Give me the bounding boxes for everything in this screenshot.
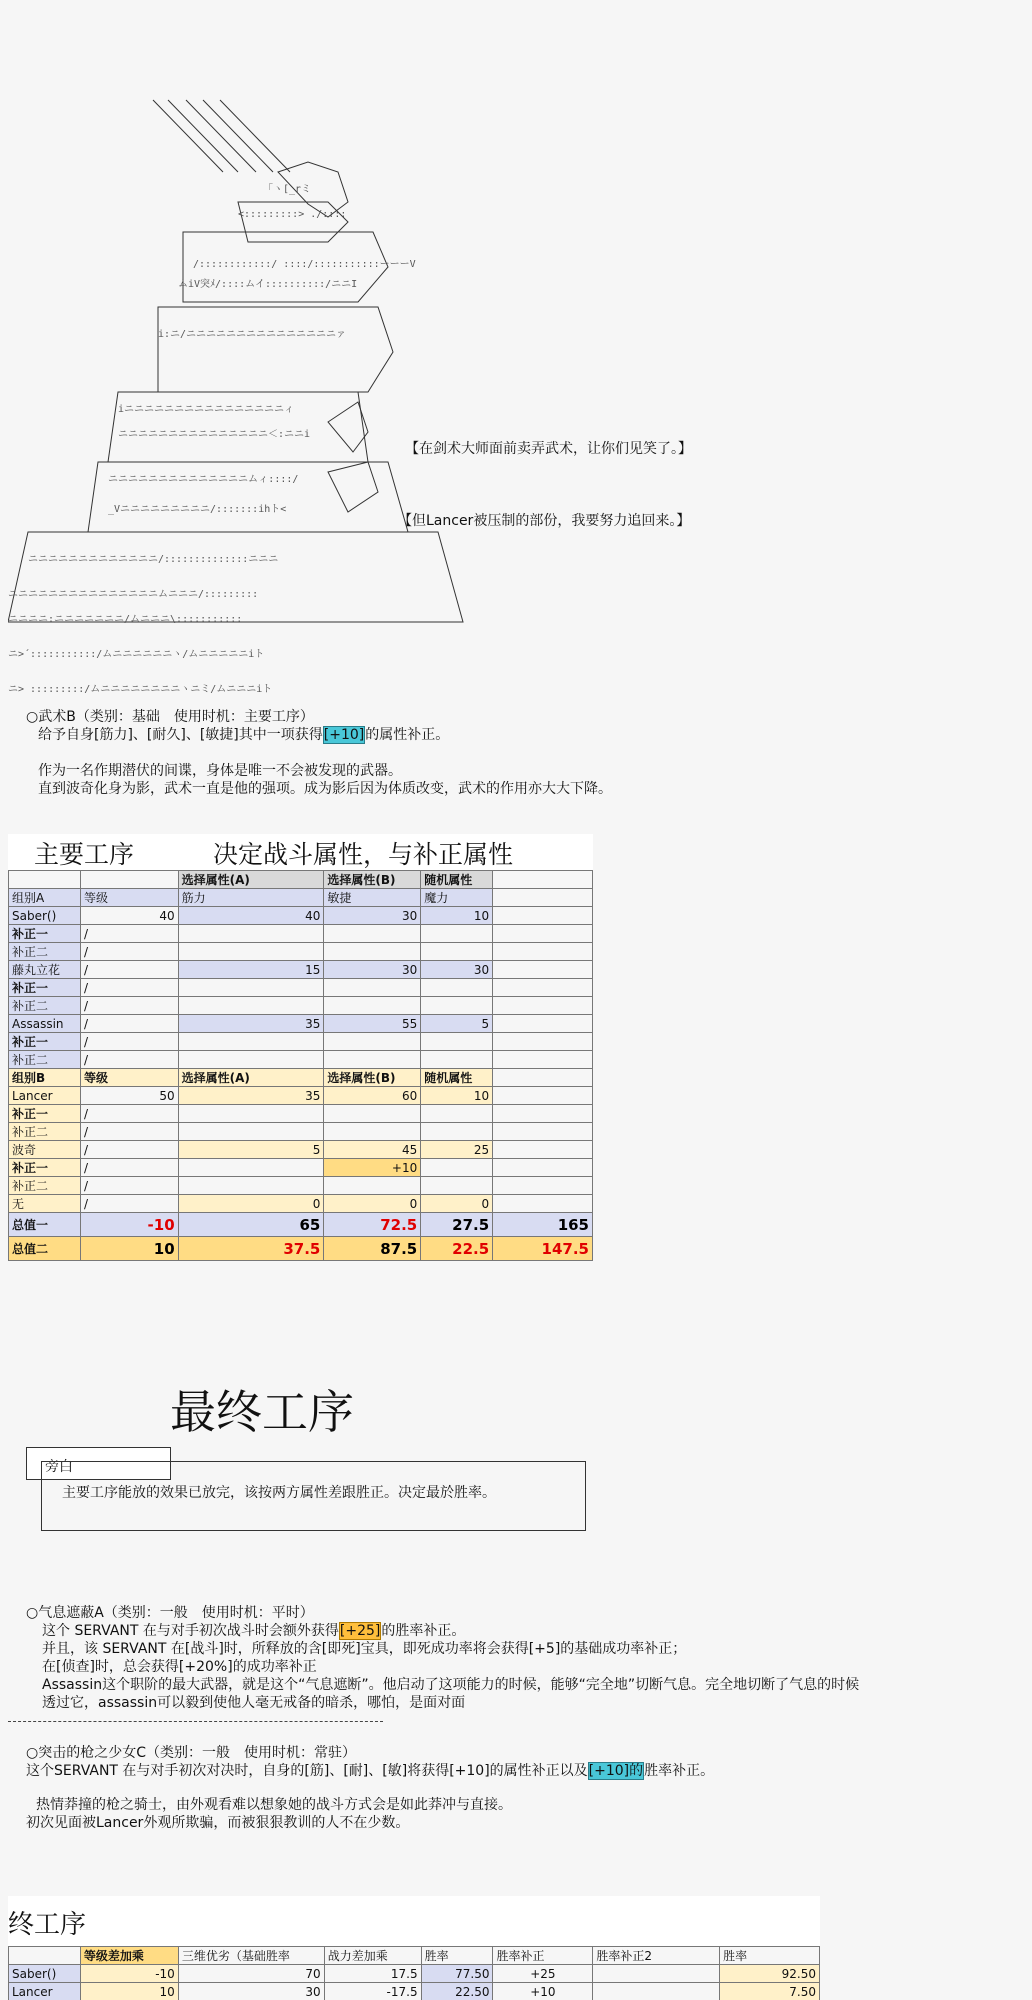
table-row — [9, 961, 593, 979]
svg-text:ムiV突ﾒ/::::ムイ::::::::::/ニニI: ムiV突ﾒ/::::ムイ::::::::::/ニニI — [178, 279, 358, 290]
table-cell: 30 — [324, 907, 421, 925]
column-header: 选择属性(A) — [178, 871, 324, 889]
final-process-table — [8, 1946, 820, 2000]
table-cell — [178, 1159, 324, 1177]
empty-cell — [493, 1051, 593, 1069]
table-cell: 补正二 — [9, 1051, 81, 1069]
table-row — [9, 1159, 593, 1177]
table-cell: 5 — [421, 1015, 493, 1033]
table-cell — [324, 1051, 421, 1069]
table-cell: / — [80, 925, 178, 943]
table-cell — [178, 979, 324, 997]
speech-line-2: 【但Lancer被压制的部份，我要努力追回来。】 — [398, 513, 691, 529]
total-cell: 27.5 — [421, 1213, 493, 1237]
table2-title: 终工序 — [8, 1910, 87, 1940]
table-cell — [421, 997, 493, 1015]
bonus-highlight-10: [+10]的 — [588, 1763, 644, 1779]
table-row — [9, 871, 593, 889]
table-row — [9, 1069, 593, 1087]
total-cell: 165 — [493, 1213, 593, 1237]
table-cell: 补正一 — [9, 925, 81, 943]
table-cell: 波奇 — [9, 1141, 81, 1159]
table-cell — [421, 1159, 493, 1177]
column-header: 敏捷 — [324, 889, 421, 907]
table-cell: 45 — [324, 1141, 421, 1159]
empty-cell — [493, 925, 593, 943]
table-row — [9, 1123, 593, 1141]
narration-box — [26, 1447, 586, 1537]
skill2-title: ○气息遮蔽A（类别：一般 使用时机：平时） — [26, 1605, 314, 1621]
skill2-description-1: Assassin这个职阶的最大武器，就是这个“气息遮断”。他启动了这项能力的时候，能够“完全地”切断气息。完全地切断了气息的时候 — [42, 1677, 860, 1693]
table-cell — [324, 979, 421, 997]
table-cell — [324, 943, 421, 961]
table-cell: 10 — [421, 907, 493, 925]
table-cell: / — [80, 979, 178, 997]
svg-text:/::::::::::::/ ::::/::::::::::: /::::::::::::/ ::::/:::::::::::ーーーV — [193, 259, 416, 270]
column-header: 胜率补正 — [493, 1947, 593, 1965]
table-cell: / — [80, 1105, 178, 1123]
table-cell — [178, 1177, 324, 1195]
table-cell: / — [80, 1195, 178, 1213]
table-cell: 60 — [324, 1087, 421, 1105]
table-row — [9, 889, 593, 907]
svg-text:ニ>´:::::::::::/ムニニニニニニヽ/ムニニニニニ: ニ>´:::::::::::/ムニニニニニニヽ/ムニニニニニiト — [8, 649, 265, 660]
total-cell: 72.5 — [324, 1213, 421, 1237]
table-cell: / — [80, 1123, 178, 1141]
table-cell — [178, 925, 324, 943]
ascii-art-drawing — [8, 92, 478, 712]
table-cell: 35 — [178, 1015, 324, 1033]
table-cell: 30 — [421, 961, 493, 979]
table-cell: 40 — [178, 907, 324, 925]
table-row — [9, 1195, 593, 1213]
skill2-effect-suffix: 的胜率补正。 — [381, 1623, 466, 1639]
total-cell: 22.5 — [421, 1237, 493, 1261]
narration-frame — [41, 1461, 586, 1531]
table-cell — [421, 1051, 493, 1069]
table1-title-left: 主要工序 — [34, 840, 135, 869]
empty-cell — [493, 1087, 593, 1105]
column-header: 三维优劣（基础胜率 — [178, 1947, 324, 1965]
table2-title-bar — [8, 1896, 820, 1946]
narration-text: 主要工序能放的效果已放完，该按两方属性差跟胜正。决定最於胜率。 — [62, 1485, 496, 1501]
table-cell — [324, 925, 421, 943]
skill2-description-2: 透过它，assassin可以毅到使他人毫无戒备的暗杀，哪怕，是面对面 — [42, 1695, 466, 1711]
table-cell — [421, 979, 493, 997]
table-cell — [178, 1051, 324, 1069]
table-cell — [421, 1123, 493, 1141]
table-cell: 0 — [421, 1195, 493, 1213]
table-cell: 30 — [324, 961, 421, 979]
table-cell: -10 — [80, 1965, 178, 1983]
table-cell: 7.50 — [720, 1983, 820, 2000]
table-cell — [324, 997, 421, 1015]
svg-text:ニ> :::::::::/ムニニニニニニニニヽニミ/ムニニニ: ニ> :::::::::/ムニニニニニニニニヽニミ/ムニニニiト — [8, 684, 273, 695]
narrator-label: 旁白 — [45, 1459, 73, 1475]
column-header: 筋力 — [178, 889, 324, 907]
empty-cell — [80, 871, 178, 889]
table-cell: 补正二 — [9, 1177, 81, 1195]
table-cell: / — [80, 961, 178, 979]
svg-text:「ヽ[_rミ: 「ヽ[_rミ — [263, 184, 312, 195]
skill-effect-suffix: 的属性补正。 — [365, 727, 450, 743]
empty-cell — [493, 1033, 593, 1051]
table-cell — [324, 1105, 421, 1123]
total-cell: 65 — [178, 1213, 324, 1237]
empty-cell — [493, 1159, 593, 1177]
table-row — [9, 1015, 593, 1033]
svg-text:ニニニニニニニニニニニニニニニムニニニ/:::::::::: ニニニニニニニニニニニニニニニムニニニ/::::::::: — [8, 589, 259, 600]
table-cell: 补正一 — [9, 1159, 81, 1177]
skill2-effect-1 — [26, 1622, 859, 1640]
table-cell: Assassin — [9, 1015, 81, 1033]
svg-text:<:::::::::> ./::::: <:::::::::> ./:::: — [238, 209, 347, 220]
table-cell: / — [80, 1141, 178, 1159]
skill3-title: ○突击的枪之少女C（类别：一般 使用时机：常驻） — [26, 1745, 356, 1761]
empty-cell — [493, 889, 593, 907]
table-cell: Lancer — [9, 1087, 81, 1105]
table-cell: 补正一 — [9, 1105, 81, 1123]
table-cell — [421, 925, 493, 943]
table-row — [9, 1087, 593, 1105]
table-cell: 无 — [9, 1195, 81, 1213]
table-cell — [593, 1965, 720, 1983]
table-cell: +10 — [493, 1983, 593, 2000]
skill2-effect-3: 在[侦查]时，总会获得[+20%]的成功率补正 — [42, 1659, 317, 1675]
table-cell: 补正二 — [9, 943, 81, 961]
table-cell: 补正二 — [9, 997, 81, 1015]
table-cell: 藤丸立花 — [9, 961, 81, 979]
empty-cell — [493, 1195, 593, 1213]
table-row — [9, 1105, 593, 1123]
skill3-effect-text: 这个SERVANT 在与对手初次对决时，自身的[筋]、[耐]、[敏]将获得[+10]的属性补正以及 — [26, 1763, 588, 1779]
table-cell: / — [80, 997, 178, 1015]
empty-cell — [493, 1177, 593, 1195]
skill-martial-arts — [26, 708, 612, 798]
column-header: 随机属性 — [421, 1069, 493, 1087]
column-header: 组别B — [9, 1069, 81, 1087]
skill-description-1: 作为一名作期潜伏的间谍，身体是唯一不会被发现的武器。 — [38, 763, 402, 779]
table-cell — [324, 1123, 421, 1141]
empty-cell — [493, 1015, 593, 1033]
table-cell: 40 — [80, 907, 178, 925]
total-cell: 37.5 — [178, 1237, 324, 1261]
table1-title-bar — [8, 834, 593, 870]
table-row — [9, 997, 593, 1015]
table-cell: -17.5 — [324, 1983, 421, 2000]
skill2-effect-text: 这个 SERVANT 在与对手初次战斗时会额外获得 — [42, 1623, 339, 1639]
skill3-effect-suffix: 胜率补正。 — [644, 1763, 715, 1779]
table-cell: +25 — [493, 1965, 593, 1983]
svg-text:ニニニニニニニニニニニニニ/::::::::::::::ニニ: ニニニニニニニニニニニニニ/::::::::::::::ニニニ — [28, 554, 279, 565]
table-cell: 10 — [421, 1087, 493, 1105]
empty-cell — [493, 1105, 593, 1123]
table-cell: / — [80, 943, 178, 961]
table-cell: / — [80, 1177, 178, 1195]
table-cell: / — [80, 1015, 178, 1033]
table-cell: 补正二 — [9, 1123, 81, 1141]
table-cell: 55 — [324, 1015, 421, 1033]
skill3-description-1: 热情莽撞的枪之骑士，由外观看难以想象她的战斗方式会是如此莽冲与直接。 — [36, 1797, 512, 1813]
svg-text:iニニニニニニニニニニニニニニニニィ: iニニニニニニニニニニニニニニニニィ — [118, 404, 295, 415]
table-cell: 92.50 — [720, 1965, 820, 1983]
column-header: 战力差加乘 — [324, 1947, 421, 1965]
empty-cell — [493, 979, 593, 997]
table-cell: 补正一 — [9, 1033, 81, 1051]
table-cell: 10 — [80, 1983, 178, 2000]
table-cell: 50 — [80, 1087, 178, 1105]
table-cell: +10 — [324, 1159, 421, 1177]
table-cell: Saber() — [9, 1965, 81, 1983]
table-cell — [178, 1105, 324, 1123]
svg-text:ニニニニ:ニニニニニニニ/ムニニニ\:::::::::::: ニニニニ:ニニニニニニニ/ムニニニ\::::::::::: — [8, 614, 243, 625]
column-header: 胜率补正2 — [593, 1947, 720, 1965]
column-header: 选择属性(B) — [324, 871, 421, 889]
empty-cell — [493, 871, 593, 889]
svg-text:i:ニ/ニニニニニニニニニニニニニニニァ: i:ニ/ニニニニニニニニニニニニニニニァ — [158, 329, 346, 340]
column-header: 等级差加乘 — [80, 1947, 178, 1965]
table-row — [9, 1965, 820, 1983]
table-row — [9, 979, 593, 997]
table-cell: 35 — [178, 1087, 324, 1105]
table-cell: / — [80, 1051, 178, 1069]
table-cell: 0 — [324, 1195, 421, 1213]
table-cell: Lancer — [9, 1983, 81, 2000]
bonus-highlight-25: [+25] — [339, 1623, 381, 1639]
speech-line-1: 【在剑术大师面前卖弄武术，让你们见笑了。】 — [405, 441, 692, 457]
skill-description-2: 直到波奇化身为影，武术一直是他的强项。成为影后因为体质改变，武术的作用亦大大下降。 — [38, 781, 612, 797]
table-row — [9, 1947, 820, 1965]
column-header — [9, 1947, 81, 1965]
table-cell — [593, 1983, 720, 2000]
skill-charging-lancer-girl — [26, 1744, 714, 1832]
main-process-table — [8, 870, 593, 1261]
skill3-description-2: 初次见面被Lancer外观所欺骗，而被狠狠教训的人不在少数。 — [26, 1815, 410, 1831]
table-cell — [421, 1105, 493, 1123]
total-cell: 147.5 — [493, 1237, 593, 1261]
svg-text:ニニニニニニニニニニニニニニニ＜:ニニi: ニニニニニニニニニニニニニニニ＜:ニニi — [118, 429, 311, 440]
table-cell: 77.50 — [421, 1965, 493, 1983]
table-cell — [178, 997, 324, 1015]
table-cell: Saber() — [9, 907, 81, 925]
table-row — [9, 925, 593, 943]
table-row — [9, 1141, 593, 1159]
total-cell: 10 — [80, 1237, 178, 1261]
table-row — [9, 1051, 593, 1069]
column-header: 选择属性(A) — [178, 1069, 324, 1087]
total-row — [9, 1213, 593, 1237]
total-cell: -10 — [80, 1213, 178, 1237]
skill-effect-text: 给予自身[筋力]、[耐久]、[敏捷]其中一项获得 — [38, 727, 323, 743]
svg-text:_Vニニニニニニニニニ/:::::::ihト<: _Vニニニニニニニニニ/:::::::ihト< — [108, 504, 287, 515]
column-header: 随机属性 — [421, 871, 493, 889]
table-cell — [178, 943, 324, 961]
table-cell: 22.50 — [421, 1983, 493, 2000]
empty-cell — [493, 997, 593, 1015]
total-row — [9, 1237, 593, 1261]
table-cell — [178, 1033, 324, 1051]
empty-cell — [493, 1141, 593, 1159]
table-row — [9, 943, 593, 961]
bonus-highlight: [+10] — [323, 727, 365, 743]
table-cell — [324, 1177, 421, 1195]
table-cell: 补正一 — [9, 979, 81, 997]
column-header: 组别A — [9, 889, 81, 907]
ascii-art-figure — [8, 92, 478, 712]
empty-cell — [493, 1123, 593, 1141]
total-cell: 总值二 — [9, 1237, 81, 1261]
column-header: 等级 — [80, 1069, 178, 1087]
skill2-effect-2: 并且，该 SERVANT 在[战斗]时，所释放的含[即死]宝具，即死成功率将会获得[+5]的基础成功率补正； — [42, 1641, 687, 1657]
skill-presence-concealment — [26, 1604, 859, 1712]
empty-cell — [493, 907, 593, 925]
skill-title: ○武术B（类别：基础 使用时机：主要工序） — [26, 709, 314, 725]
column-header: 选择属性(B) — [324, 1069, 421, 1087]
svg-text:ニニニニニニニニニニニニニニムィ::::/: ニニニニニニニニニニニニニニムィ::::/ — [108, 474, 299, 485]
column-header: 胜率 — [720, 1947, 820, 1965]
empty-cell — [493, 943, 593, 961]
table-cell — [421, 1177, 493, 1195]
table-cell: 5 — [178, 1141, 324, 1159]
table-cell: 0 — [178, 1195, 324, 1213]
skill3-effect — [26, 1762, 714, 1780]
final-process-title: 最终工序 — [170, 1385, 354, 1439]
table-row — [9, 907, 593, 925]
table-row — [9, 1177, 593, 1195]
table-row — [9, 1033, 593, 1051]
empty-cell — [493, 1069, 593, 1087]
table-cell: 17.5 — [324, 1965, 421, 1983]
table-cell — [421, 943, 493, 961]
skill-effect — [26, 726, 612, 744]
table1-title-right: 决定战斗属性，与补正属性 — [213, 840, 514, 869]
column-header: 等级 — [80, 889, 178, 907]
table-cell — [178, 1123, 324, 1141]
total-cell: 87.5 — [324, 1237, 421, 1261]
empty-cell — [9, 871, 81, 889]
table-cell: 15 — [178, 961, 324, 979]
table-cell: / — [80, 1033, 178, 1051]
empty-cell — [493, 961, 593, 979]
column-header: 胜率 — [421, 1947, 493, 1965]
table-cell: 70 — [178, 1965, 324, 1983]
table-cell: / — [80, 1159, 178, 1177]
table-cell: 25 — [421, 1141, 493, 1159]
table-cell — [421, 1033, 493, 1051]
table-row — [9, 1983, 820, 2000]
column-header: 魔力 — [421, 889, 493, 907]
divider-dashed — [8, 1721, 383, 1722]
table-cell — [324, 1033, 421, 1051]
total-cell: 总值一 — [9, 1213, 81, 1237]
table-cell: 30 — [178, 1983, 324, 2000]
